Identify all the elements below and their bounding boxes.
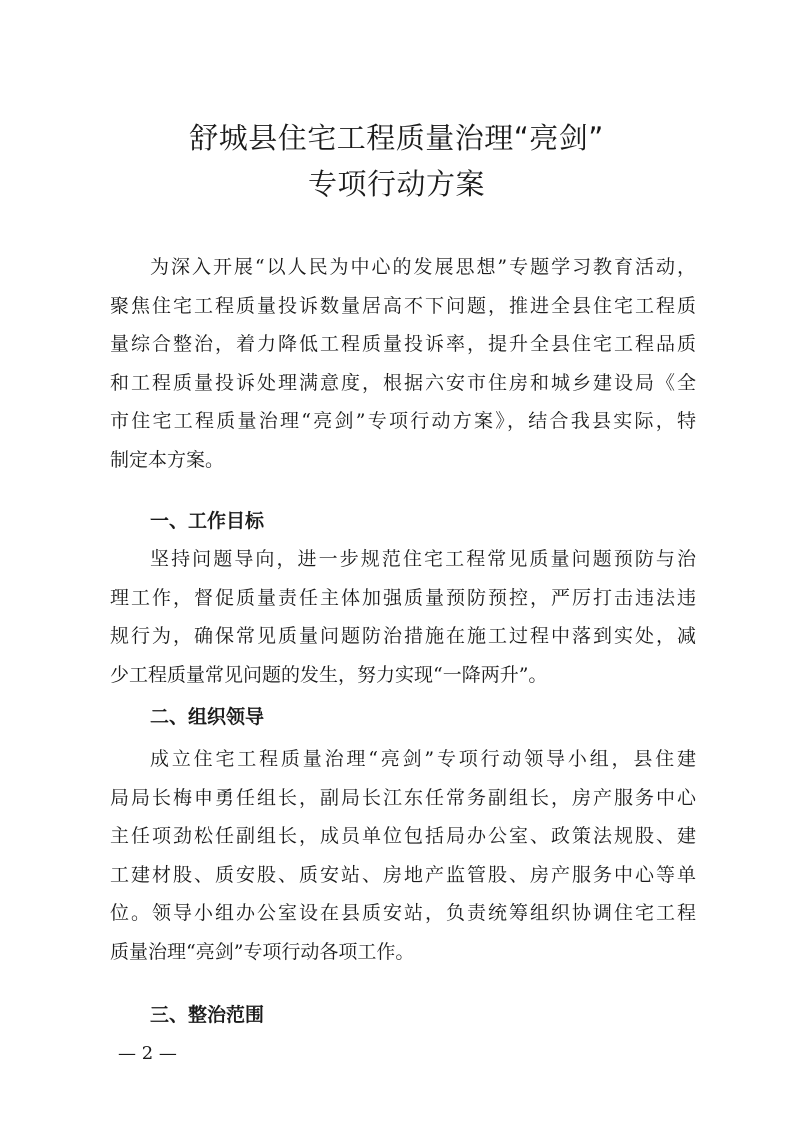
- document-title-line-2: 专项行动方案: [307, 167, 485, 201]
- leadership-paragraph: [110, 740, 696, 971]
- text-line: 局局长梅申勇任组长，副局长江东任常务副组长，房产服务中心: [110, 786, 696, 809]
- text-line: 市住宅工程质量治理“亮剑”专项行动方案》，结合我县实际，特: [110, 410, 696, 432]
- text-line: 坚持问题导向，进一步规范住宅工程常见质量问题预防与治: [150, 548, 696, 570]
- text-line: 和工程质量投诉处理满意度，根据六安市住房和城乡建设局《全: [110, 371, 696, 394]
- section-heading-leadership: 二、组织领导: [150, 706, 265, 728]
- text-line: 量综合整治，着力降低工程质量投诉率，提升全县住宅工程品质: [110, 333, 696, 355]
- section-heading-goals: 一、工作目标: [150, 510, 265, 532]
- text-line: 位。领导小组办公室设在县质安站，负责统筹组织协调住宅工程: [110, 902, 696, 924]
- text-line: 聚焦住宅工程质量投诉数量居高不下问题，推进全县住宅工程质: [110, 294, 696, 317]
- page-number: — 2 —: [118, 1043, 177, 1064]
- text-line: 制定本方案。: [110, 448, 225, 471]
- document-title-line-1: 舒城县住宅工程质量治理“亮剑”: [189, 121, 604, 155]
- text-line: 质量治理“亮剑”专项行动各项工作。: [110, 940, 415, 963]
- text-line: 工建材股、质安股、质安站、房地产监管股、房产服务中心等单: [110, 863, 696, 886]
- text-line: 主任项劲松任副组长，成员单位包括局办公室、政策法规股、建: [110, 825, 696, 847]
- text-line: 少工程质量常见问题的发生，努力实现“一降两升”。: [110, 663, 548, 686]
- text-line: 成立住宅工程质量治理“亮剑”专项行动领导小组，县住建: [150, 748, 696, 770]
- intro-paragraph: [110, 248, 696, 479]
- section-heading-scope: 三、整治范围: [150, 1004, 265, 1026]
- goals-paragraph: [110, 540, 696, 694]
- text-line: 理工作，督促质量责任主体加强质量预防预控，严厉打击违法违: [110, 586, 696, 609]
- text-line: 规行为，确保常见质量问题防治措施在施工过程中落到实处，减: [110, 625, 696, 647]
- text-line: 为深入开展“以人民为中心的发展思想”专题学习教育活动，: [150, 256, 696, 278]
